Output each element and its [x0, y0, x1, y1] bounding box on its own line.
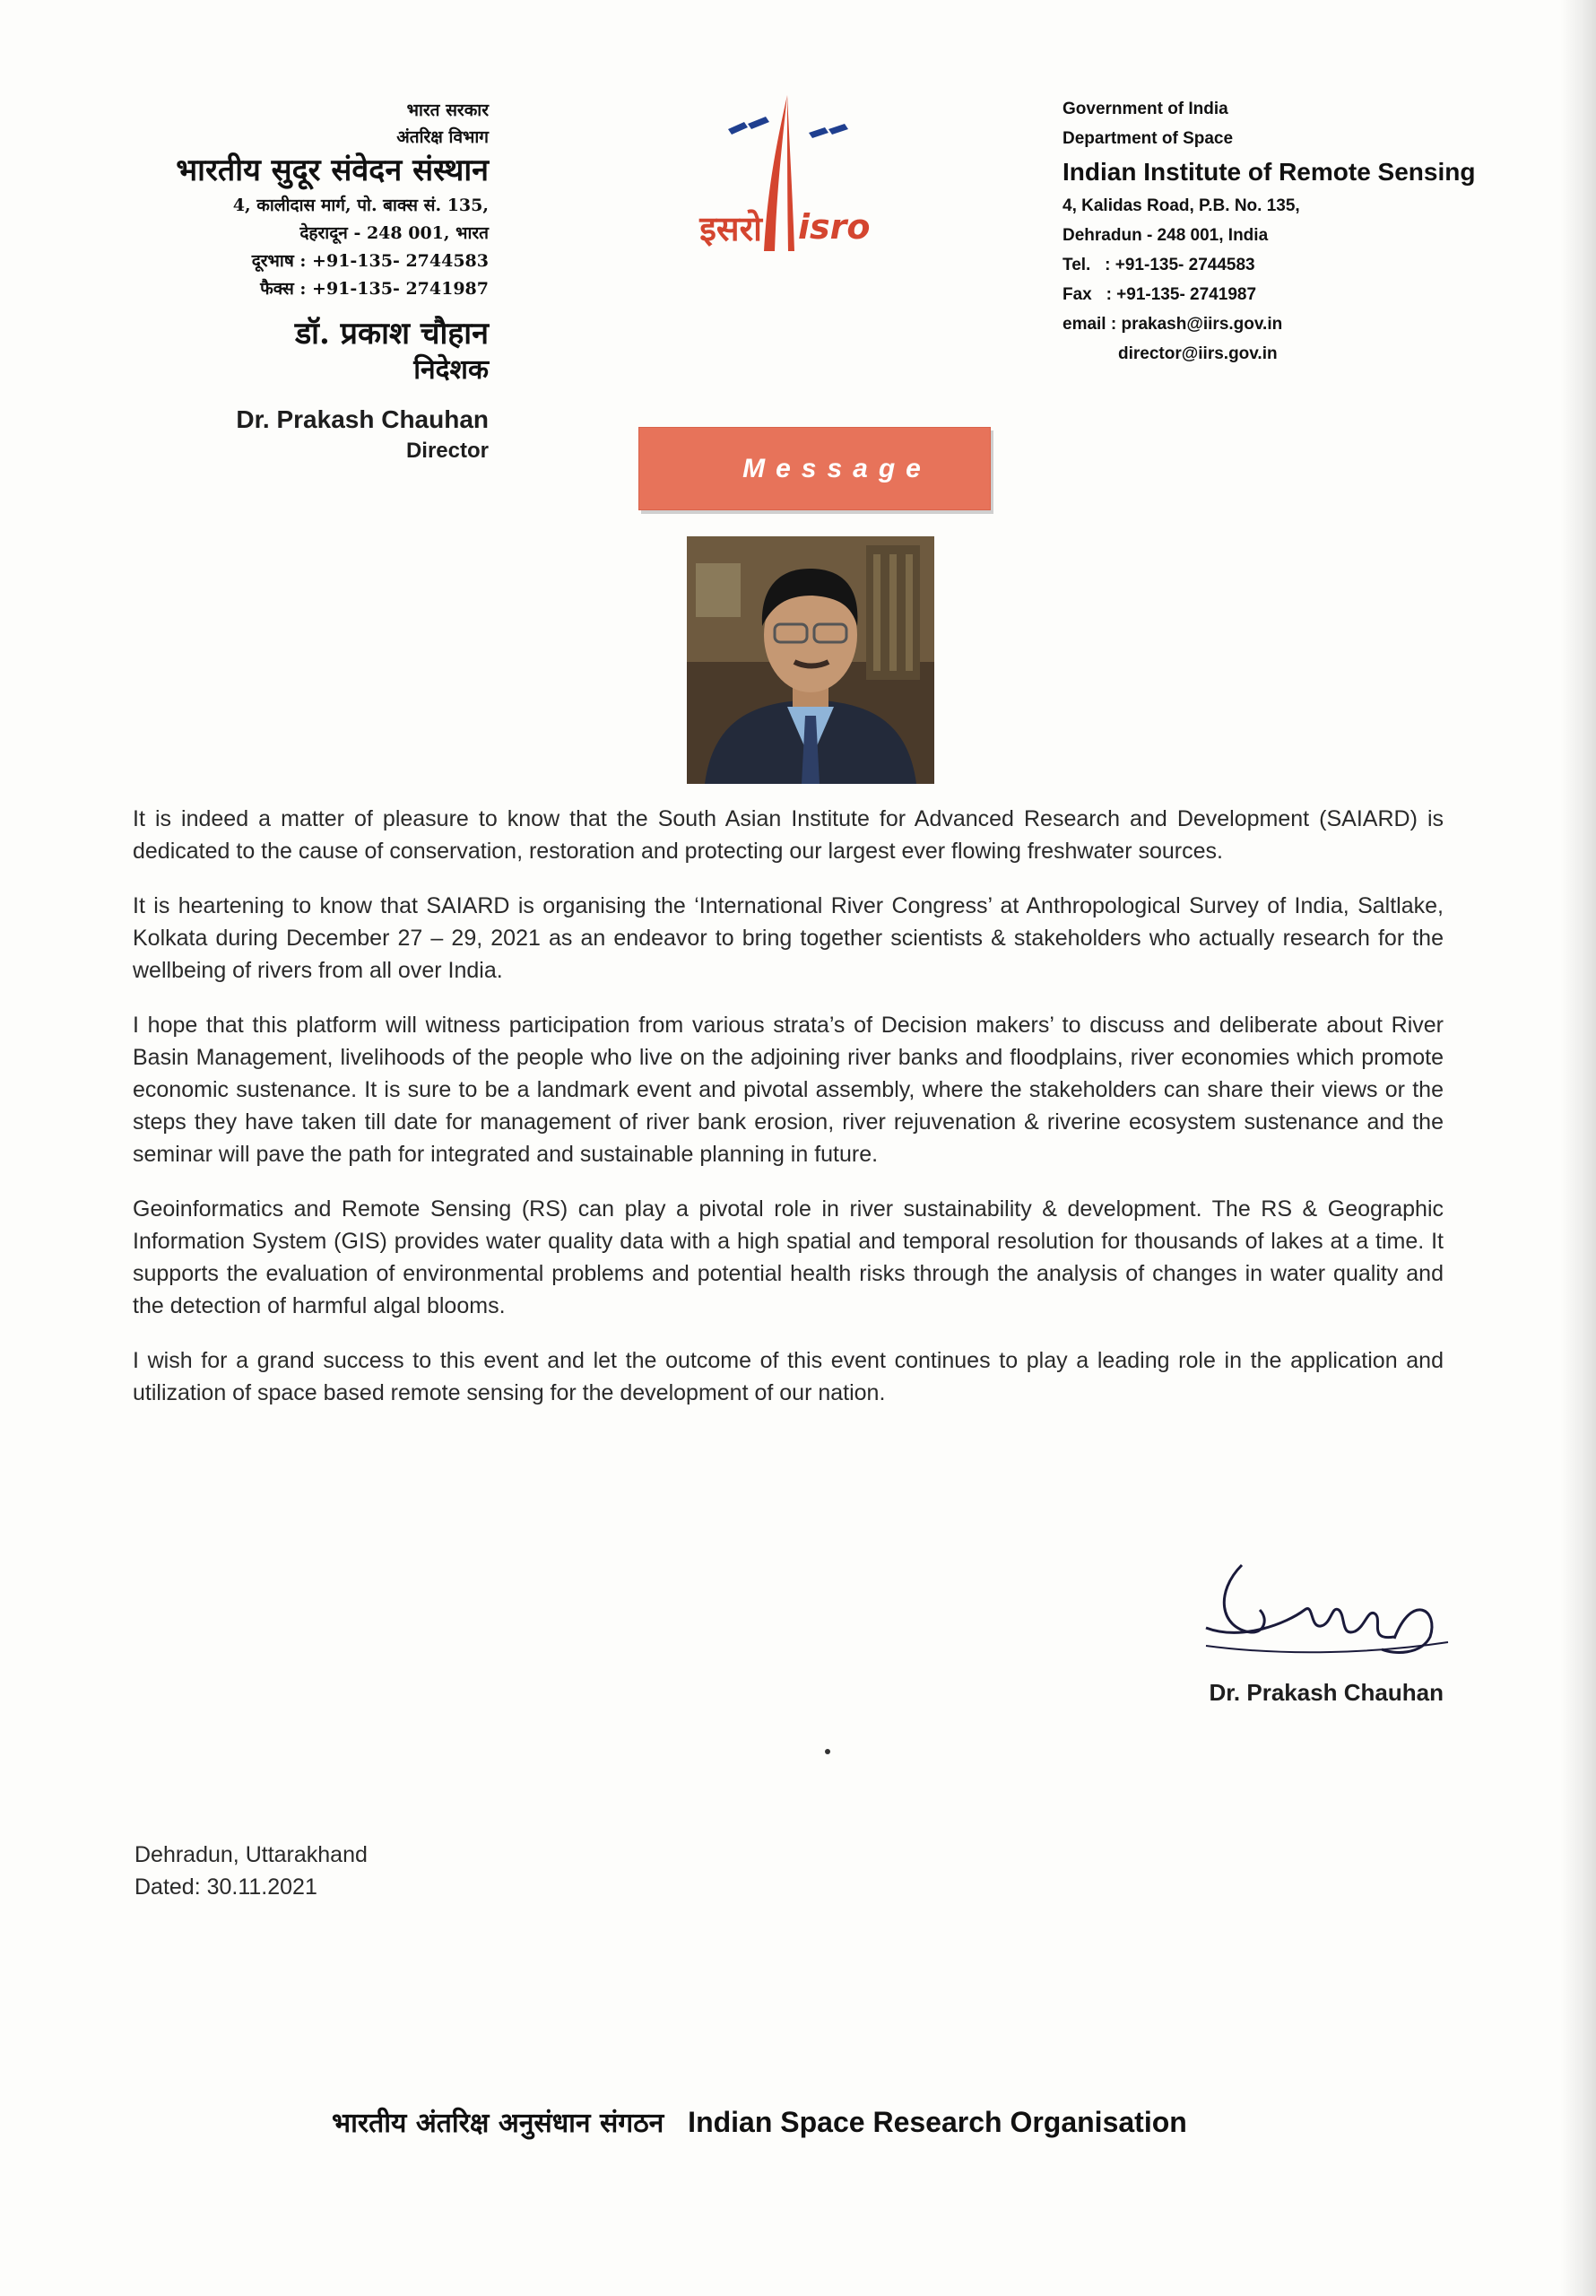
english-phone: Tel. : +91-135- 2744583 — [1063, 256, 1255, 274]
logo-hindi-text: इसरो — [699, 209, 762, 248]
message-body — [133, 803, 1444, 1431]
footer-english: Indian Space Research Organisation — [688, 2106, 1187, 2138]
logo-arrow-icon — [764, 95, 794, 251]
date: Dated: 30.11.2021 — [134, 1874, 317, 1900]
letterhead-english — [1063, 94, 1529, 369]
hindi-director-name: डॉ. प्रकाश चौहान — [294, 316, 489, 352]
hindi-fax: फैक्स : +91-135- 2741987 — [260, 279, 489, 299]
hindi-address-line-2: देहरादून - 248 001, भारत — [299, 223, 489, 243]
hindi-address-line-1: 4, कालीदास मार्ग, पो. बाक्स सं. 135, — [232, 196, 489, 215]
footer-hindi: भारतीय अंतरिक्ष अनुसंधान संगठन — [332, 2108, 664, 2139]
english-org-name: Indian Institute of Remote Sensing — [1063, 158, 1476, 186]
logo-latin-text: isro — [798, 207, 871, 247]
place-date-block — [134, 1839, 368, 1903]
footer — [332, 2103, 1300, 2140]
letterhead-hindi — [81, 97, 489, 387]
isro-logo — [672, 90, 888, 278]
english-gov: Government of India — [1063, 100, 1228, 118]
director-portrait-photo — [687, 536, 934, 784]
director-title: Director — [405, 439, 489, 463]
handwritten-signature — [1179, 1556, 1462, 1668]
english-email-2: director@iirs.gov.in — [1118, 344, 1278, 363]
hindi-org-name: भारतीय सुदूर संवेदन संस्थान — [176, 152, 489, 188]
english-address-line-1: 4, Kalidas Road, P.B. No. 135, — [1063, 196, 1300, 215]
place: Dehradun, Uttarakhand — [134, 1842, 368, 1867]
message-banner — [638, 427, 991, 510]
english-email-1: email : prakash@iirs.gov.in — [1063, 315, 1283, 334]
hindi-dept: अंतरिक्ष विभाग — [396, 127, 489, 147]
paragraph: Geoinformatics and Remote Sensing (RS) can play a pivotal role in river sustainability & development. The RS & Geographic Information System (GIS) provides water quality data with a high spatial and temporal resolution for thousands of lakes at a time. It supports the evaluation of environmental problems and potential health risks through the analysis of changes in water quality and the detection of harmful algal blooms. — [133, 1196, 1444, 1318]
signatory-name: Dr. Prakash Chauhan — [1209, 1679, 1444, 1706]
director-block — [108, 404, 489, 466]
hindi-gov: भारत सरकार — [406, 100, 489, 120]
paragraph: I hope that this platform will witness participation from various strata’s of Decision makers’ to discuss and deliberate about River Basin Management, livelihoods of the people who live on the adjoining river banks and floodplains, river economies which promote economic sustenance. It is sure to be a landmark event and pivotal assembly, where the stakeholders can share their views or the steps they have taken till date for management of river bank erosion, river rejuvenation & riverine ecosystem sustenance and the seminar will pave the path for integrated and sustainable planning in future. — [133, 1013, 1444, 1167]
message-banner-label: Message — [742, 453, 932, 483]
scan-speck — [825, 1749, 830, 1754]
paragraph: It is heartening to know that SAIARD is organising the ‘International River Congress’ at Anthropological Survey of India, Saltlake, Kolkata during December 27 – 29, 2021 as an endeavor to bring together scientists & stakeholders who actually research for the wellbeing of rivers from all over India. — [133, 893, 1444, 983]
paragraph: It is indeed a matter of pleasure to know that the South Asian Institute for Advanced Research and Development (SAIARD) is dedicated to the cause of conservation, restoration and protecting our largest ever flowing freshwater sources. — [133, 806, 1444, 864]
hindi-phone: दूरभाष : +91-135- 2744583 — [251, 251, 489, 271]
scan-edge-shadow — [1560, 0, 1596, 2296]
english-dept: Department of Space — [1063, 129, 1234, 148]
paragraph: I wish for a grand success to this event and let the outcome of this event continues to play a leading role in the application and utilization of space based remote sensing for the development of our nation. — [133, 1348, 1444, 1405]
english-address-line-2: Dehradun - 248 001, India — [1063, 226, 1269, 245]
director-name: Dr. Prakash Chauhan — [236, 405, 489, 433]
english-fax: Fax : +91-135- 2741987 — [1063, 285, 1257, 304]
hindi-director-title: निदेशक — [413, 354, 489, 386]
